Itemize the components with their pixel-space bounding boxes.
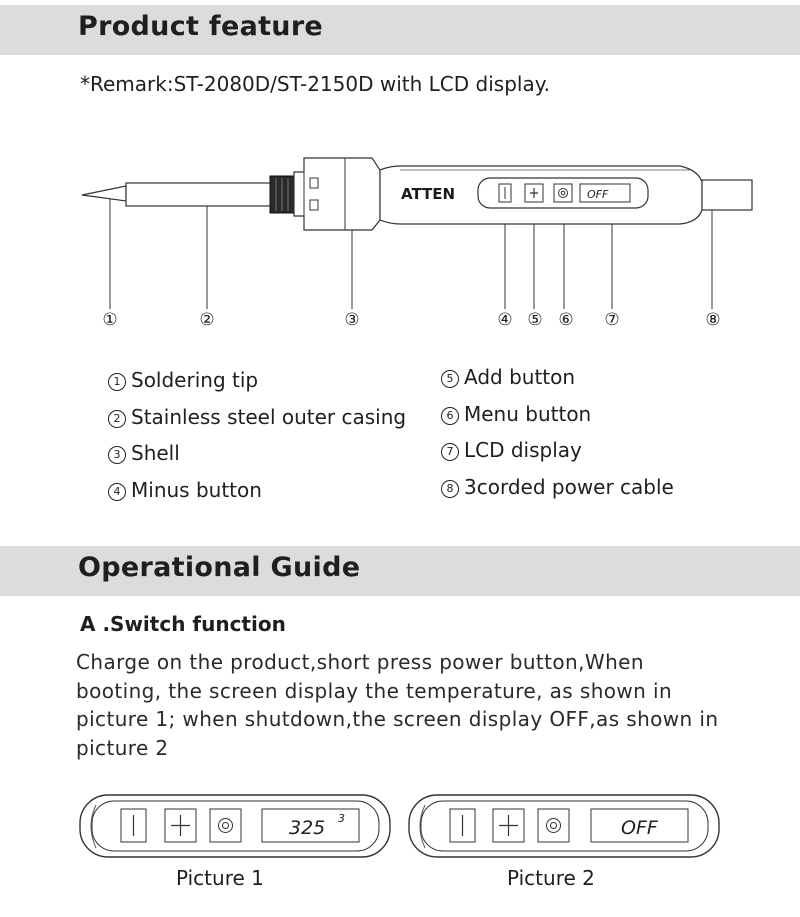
callout-6: ⑥ xyxy=(558,310,574,330)
legend-item xyxy=(108,402,406,439)
legend-item xyxy=(108,475,406,512)
legend-item xyxy=(441,472,674,509)
menu-button xyxy=(538,809,569,842)
remark-text: *Remark:ST-2080D/ST-2150D with LCD display. xyxy=(80,72,551,96)
panel-picture-1 xyxy=(80,795,390,857)
switch-function-title: A .Switch function xyxy=(80,612,286,636)
legend-number: 7 xyxy=(441,443,459,461)
legend-right xyxy=(441,362,674,508)
soldering-tip xyxy=(82,186,126,201)
display-panels xyxy=(0,788,800,866)
lcd-text: OFF xyxy=(587,188,609,201)
legend-item xyxy=(441,362,674,399)
switch-function-text: Charge on the product,short press power button,When booting, the screen display the temperature, as shown in picture 1; when shutdown,the screen display OFF,as shown in picture 2 xyxy=(76,650,719,760)
legend-item xyxy=(441,435,674,472)
legend-item xyxy=(108,365,406,402)
legend-left xyxy=(108,365,406,511)
caption-picture-1: Picture 1 xyxy=(176,866,264,890)
legend-label: Shell xyxy=(131,441,180,465)
legend-label: Menu button xyxy=(464,401,592,426)
legend-label: Add button xyxy=(464,365,576,389)
legend-number: 3 xyxy=(108,446,126,464)
atten-logo: ATTEN xyxy=(401,185,456,203)
steel-casing xyxy=(126,183,272,206)
legend-number: 1 xyxy=(108,373,126,391)
power-cable xyxy=(702,180,752,210)
menu-button xyxy=(210,809,241,842)
product-feature-banner xyxy=(0,5,800,55)
legend-label: Stainless steel outer casing xyxy=(131,404,407,429)
panel-picture-2 xyxy=(409,795,719,857)
menu-button xyxy=(554,184,572,202)
section-title-operational-guide: Operational Guide xyxy=(78,552,361,583)
caption-picture-2: Picture 2 xyxy=(507,866,595,890)
shell xyxy=(294,158,380,230)
callout-2: ② xyxy=(199,310,215,330)
legend-label: Soldering tip xyxy=(131,368,259,392)
operational-guide-banner xyxy=(0,546,800,596)
legend-label: Minus button xyxy=(131,477,262,502)
legend-number: 4 xyxy=(108,483,126,501)
callout-8: ⑧ xyxy=(705,310,721,330)
callout-7: ⑦ xyxy=(604,310,620,330)
legend-number: 2 xyxy=(108,410,126,428)
lcd-off: OFF xyxy=(621,817,658,839)
soldering-iron-diagram xyxy=(0,140,800,340)
legend-label: 3corded power cable xyxy=(464,474,674,499)
legend-number: 5 xyxy=(441,370,459,388)
lcd-temperature: 325 xyxy=(289,817,326,839)
legend-number: 8 xyxy=(441,480,459,498)
callout-5: ⑤ xyxy=(527,310,543,330)
legend-number: 6 xyxy=(441,407,459,425)
section-title-product-feature: Product feature xyxy=(78,11,324,42)
callout-1: ① xyxy=(102,310,118,330)
legend-label: LCD display xyxy=(464,438,582,462)
callout-3: ③ xyxy=(344,310,360,330)
legend-item xyxy=(441,399,674,436)
callout-4: ④ xyxy=(497,310,513,330)
lcd-superscript: 3 xyxy=(338,812,345,825)
legend-item xyxy=(108,438,406,475)
